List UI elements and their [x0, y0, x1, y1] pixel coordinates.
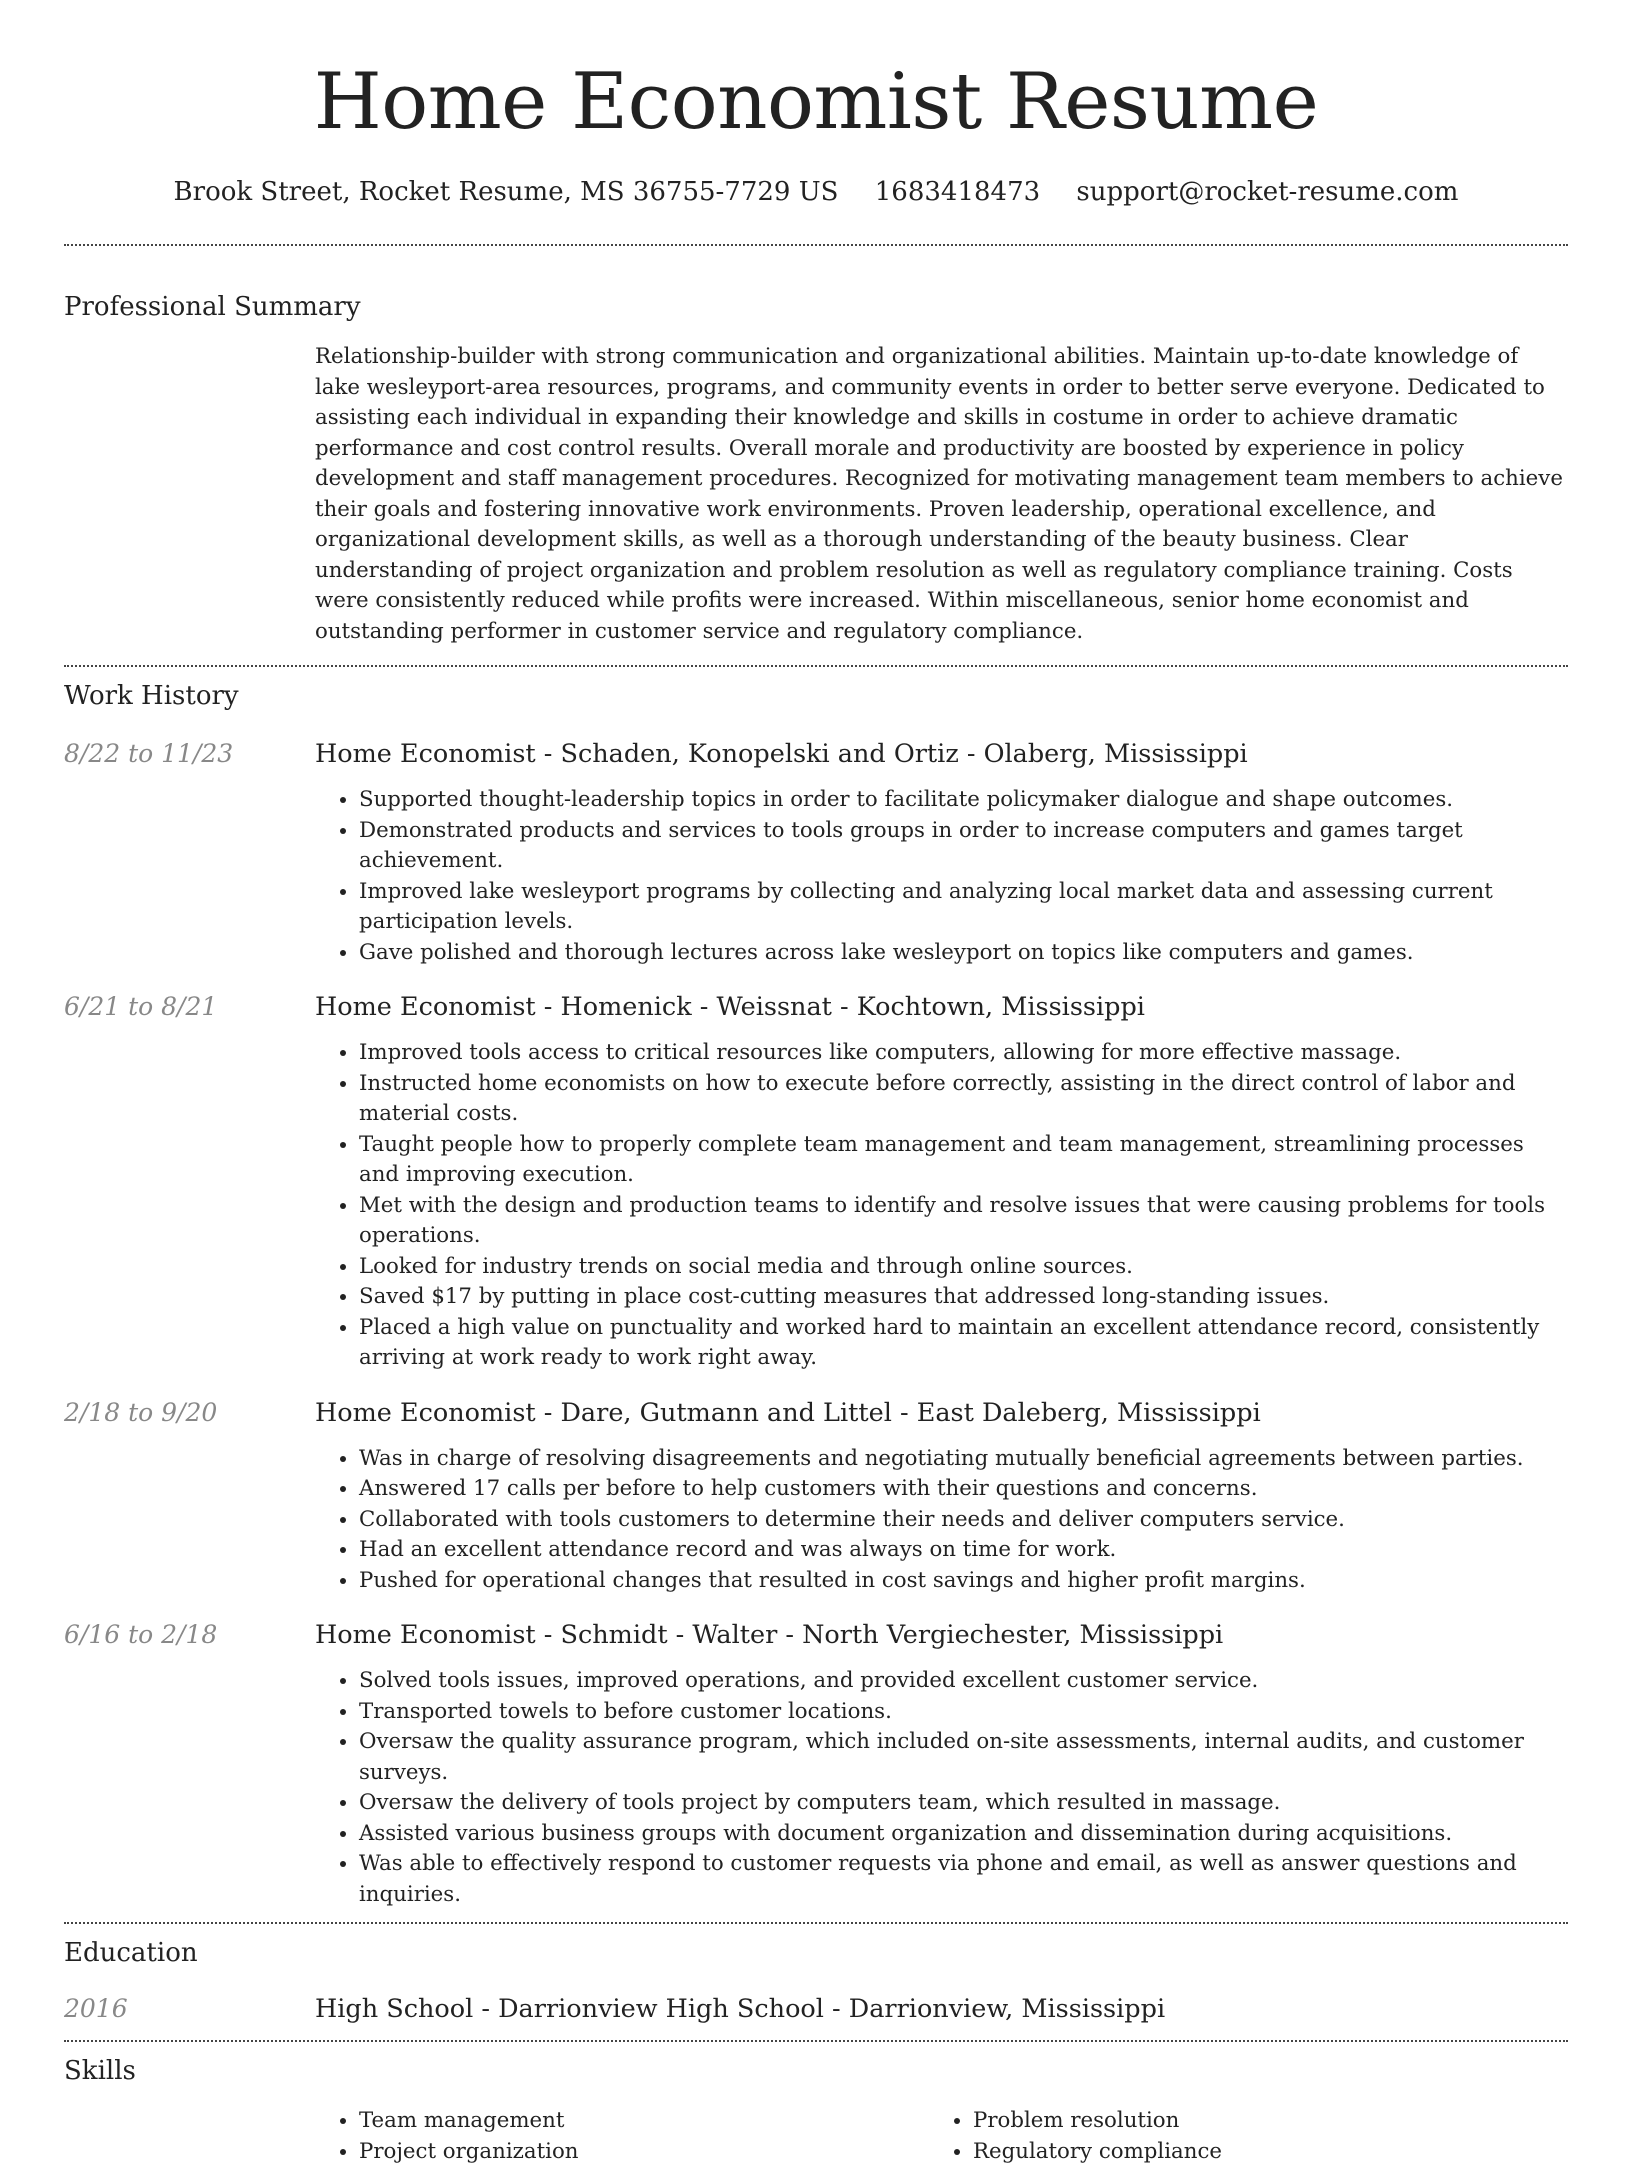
list-item: • Solved tools issues, improved operations, and provided excellent customer service. — [359, 1666, 1568, 1697]
education-heading: Education — [64, 1936, 1568, 1970]
list-item: • Answered 17 calls per before to help customers with their questions and concerns. — [359, 1474, 1568, 1505]
list-item: • Oversaw the quality assurance program, which included on-site assessments, internal audits, and customer surveys. — [359, 1727, 1568, 1788]
list-item: • Looked for industry trends on social media and through online sources. — [359, 1252, 1568, 1283]
list-item: • Placed a high value on punctuality and worked hard to maintain an excellent attendance record, consistently arriving at work ready to work right away. — [359, 1313, 1568, 1374]
job-bullets — [315, 1038, 1568, 1374]
contact-phone: 1683418473 — [875, 177, 1040, 207]
work-history-heading: Work History — [64, 679, 1568, 713]
job-title: Home Economist - Homenick - Weissnat - Kochtown, Mississippi — [315, 990, 1568, 1024]
summary-text: Relationship-builder with strong communication and organizational abilities. Maintain up-to-date knowledge of lake wesleyport-area resources, programs, and community events in order to better serve everyone. Dedicated to assisting each individual in expanding their knowledge and skills in costume in order to achieve dramatic performance and cost control results. Overall morale and productivity are boosted by experience in policy development and staff management procedures. Recognized for motivating management team members to achieve their goals and fostering innovative work environments. Proven leadership, operational excellence, and organizational development skills, as well as a thorough understanding of the beauty business. Clear understanding of project organization and problem resolution as well as regulatory compliance training. Costs were consistently reduced while profits were increased. Within miscellaneous, senior home economist and outstanding performer in customer service and regulatory compliance. — [315, 342, 1568, 647]
list-item: • Met with the design and production teams to identify and resolve issues that were causing problems for tools operations. — [359, 1191, 1568, 1252]
list-item: • Was able to effectively respond to customer requests via phone and email, as well as answer questions and inquiries. — [359, 1849, 1568, 1910]
job-entry — [64, 990, 1568, 1374]
skills-column-right — [929, 2106, 1543, 2167]
list-item: • Supported thought-leadership topics in order to facilitate policymaker dialogue and shape outcomes. — [359, 785, 1568, 816]
contact-address: Brook Street, Rocket Resume, MS 36755-7729 US — [174, 177, 839, 207]
list-item: • Oversaw the delivery of tools project by computers team, which resulted in massage. — [359, 1788, 1568, 1819]
list-item: • Pushed for operational changes that resulted in cost savings and higher profit margins. — [359, 1566, 1568, 1597]
job-bullets — [315, 1444, 1568, 1597]
list-item: • Gave polished and thorough lectures across lake wesleyport on topics like computers and games. — [359, 938, 1568, 969]
list-item: • Improved lake wesleyport programs by collecting and analyzing local market data and assessing current participation levels. — [359, 877, 1568, 938]
divider — [64, 1922, 1568, 1924]
job-bullets — [315, 1666, 1568, 1910]
education-entry — [64, 1992, 1568, 2026]
list-item: • Demonstrated products and services to tools groups in order to increase computers and games target achievement. — [359, 816, 1568, 877]
list-item: • Was in charge of resolving disagreements and negotiating mutually beneficial agreements between parties. — [359, 1444, 1568, 1475]
list-item: • Transported towels to before customer locations. — [359, 1697, 1568, 1728]
skill-item: • Project organization — [359, 2137, 929, 2167]
job-dates: 8/22 to 11/23 — [64, 737, 315, 771]
list-item: • Had an excellent attendance record and was always on time for work. — [359, 1535, 1568, 1566]
list-item: • Assisted various business groups with document organization and dissemination during acquisitions. — [359, 1819, 1568, 1850]
job-dates: 6/16 to 2/18 — [64, 1618, 315, 1652]
job-entry — [64, 1396, 1568, 1597]
skills-column-left — [315, 2106, 929, 2167]
education-title: High School - Darrionview High School - Darrionview, Mississippi — [315, 1992, 1568, 2026]
job-dates: 6/21 to 8/21 — [64, 990, 315, 1024]
list-item: • Instructed home economists on how to execute before correctly, assisting in the direct control of labor and material costs. — [359, 1069, 1568, 1130]
skills-heading: Skills — [64, 2054, 1568, 2088]
divider — [64, 2040, 1568, 2042]
education-year: 2016 — [64, 1992, 315, 2026]
skill-item: • Team management — [359, 2106, 929, 2137]
skill-item: • Regulatory compliance — [973, 2137, 1543, 2167]
contact-email: support@rocket-resume.com — [1076, 177, 1458, 207]
divider — [64, 665, 1568, 667]
skills-list — [315, 2106, 1568, 2167]
job-title: Home Economist - Schaden, Konopelski and Ortiz - Olaberg, Mississippi — [315, 737, 1568, 771]
job-title: Home Economist - Dare, Gutmann and Littel - East Daleberg, Mississippi — [315, 1396, 1568, 1430]
job-bullets — [315, 785, 1568, 968]
divider — [64, 244, 1568, 246]
list-item: • Improved tools access to critical resources like computers, allowing for more effective massage. — [359, 1038, 1568, 1069]
contact-line — [64, 174, 1568, 210]
list-item: • Taught people how to properly complete team management and team management, streamlining processes and improving execution. — [359, 1130, 1568, 1191]
job-title: Home Economist - Schmidt - Walter - North Vergiechester, Mississippi — [315, 1618, 1568, 1652]
job-entry — [64, 737, 1568, 968]
job-dates: 2/18 to 9/20 — [64, 1396, 315, 1430]
summary-heading: Professional Summary — [64, 290, 1568, 324]
job-entry — [64, 1618, 1568, 1910]
resume-title: Home Economist Resume — [64, 0, 1568, 152]
list-item: • Collaborated with tools customers to determine their needs and deliver computers service. — [359, 1505, 1568, 1536]
skill-item: • Problem resolution — [973, 2106, 1543, 2137]
list-item: • Saved $17 by putting in place cost-cutting measures that addressed long-standing issues. — [359, 1282, 1568, 1313]
